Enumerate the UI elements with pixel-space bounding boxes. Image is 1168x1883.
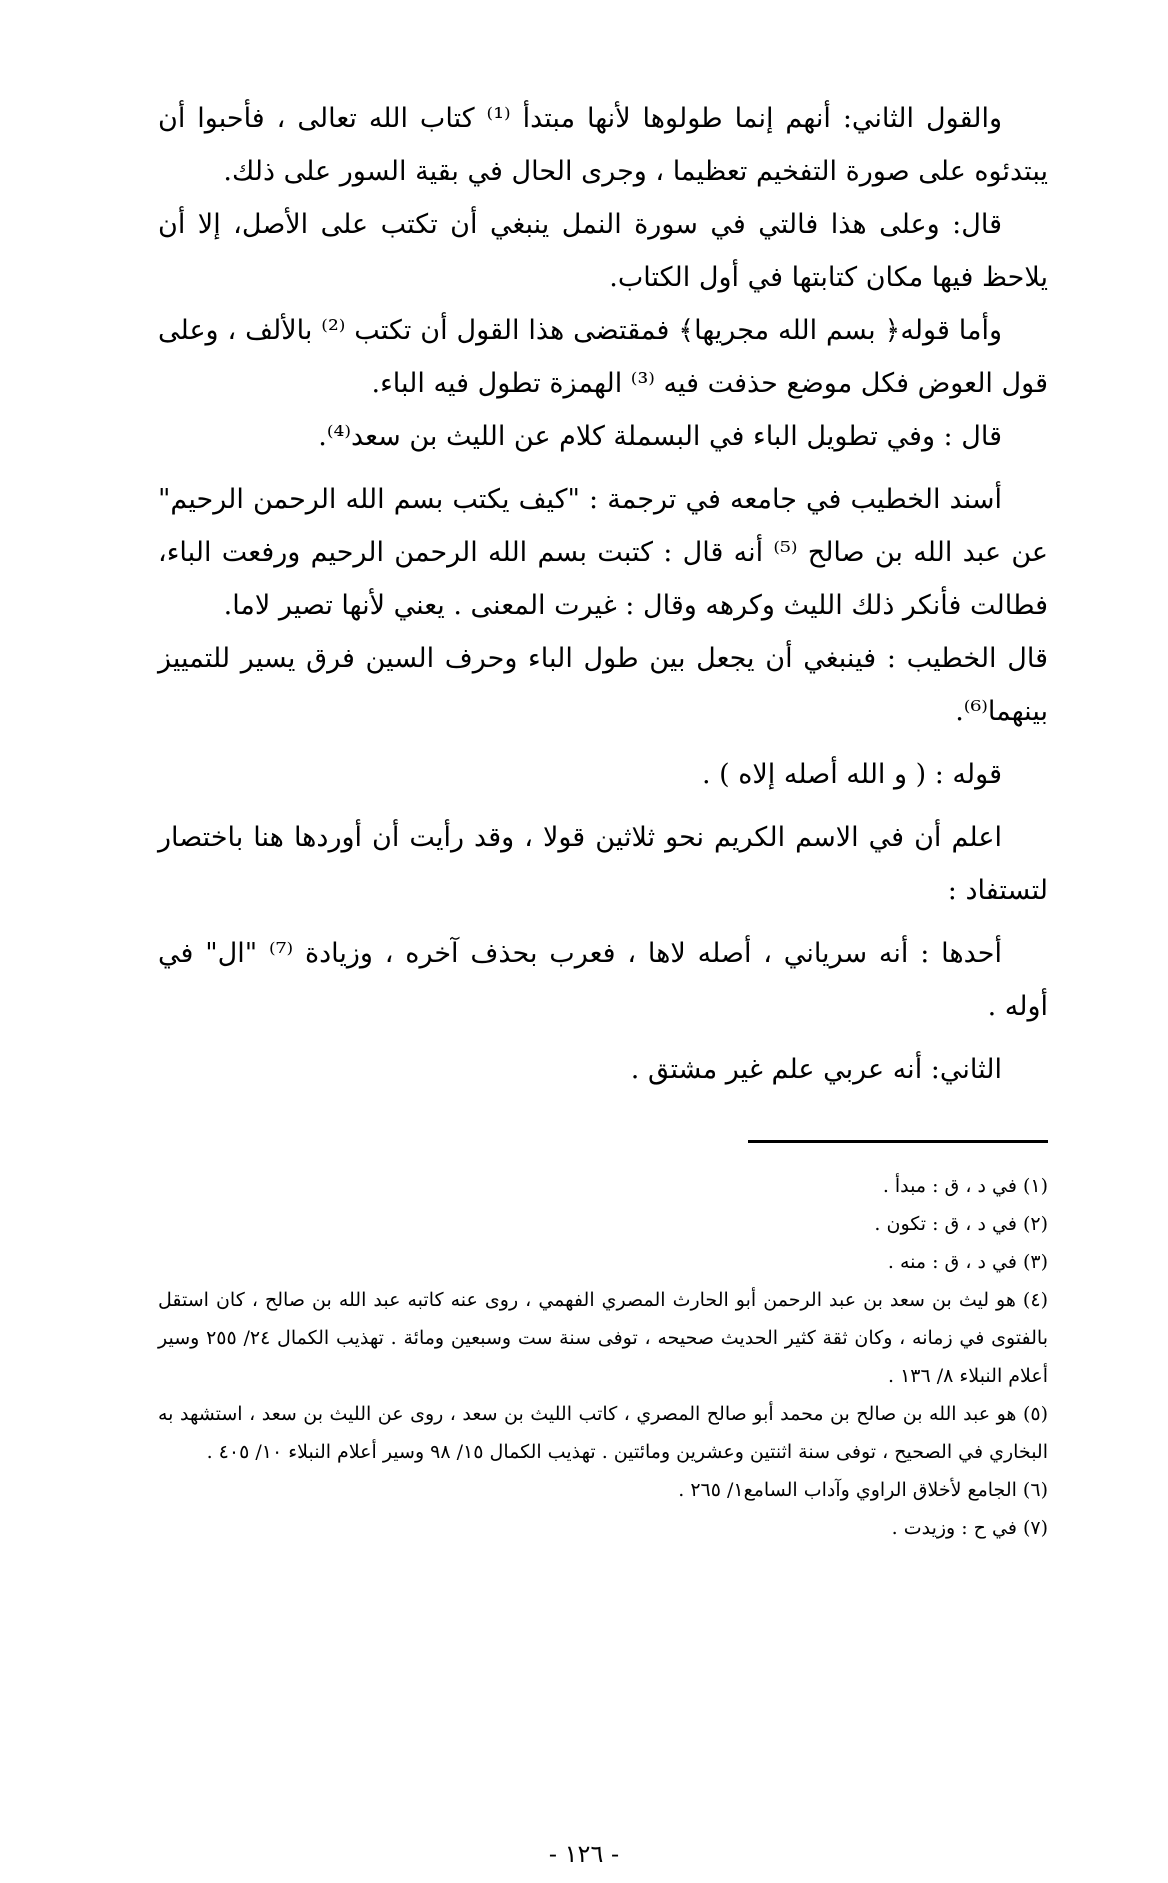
paragraph-6: قال الخطيب : فينبغي أن يجعل بين طول الباء وحرف السين فرق يسير للتمييز بينهما⁽⁶⁾.: [158, 643, 1048, 727]
footnotes: [158, 1167, 1048, 1547]
paragraph-8: اعلم أن في الاسم الكريم نحو ثلاثين قولا ، وقد رأيت أن أوردها هنا باختصار لتستفاد :: [158, 822, 1048, 906]
footnote-3: (٣) في د ، ق : منه .: [887, 1251, 1048, 1273]
footnote-7: (٧) في ح : وزيدت .: [891, 1517, 1048, 1539]
footnote-2: (٢) في د ، ق : تكون .: [874, 1213, 1048, 1235]
paragraph-4: قال : وفي تطويل الباء في البسملة كلام عن الليث بن سعد⁽⁴⁾.: [318, 421, 1002, 452]
paragraph-9: أحدها : أنه سرياني ، أصله لاها ، فعرب بحذف آخره ، وزيادة ⁽⁷⁾ "ال" في أوله .: [158, 938, 1048, 1022]
footnote-6: (٦) الجامع لأخلاق الراوي وآداب السامع١/ ٢٦٥ .: [678, 1479, 1048, 1501]
paragraph-3: وأما قوله﴿ بسم الله مجريها﴾ فمقتضى هذا القول أن تكتب ⁽²⁾ بالألف ، وعلى قول العوض فكل موضع حذفت فيه ⁽³⁾ الهمزة تطول فيه الباء.: [158, 315, 1048, 399]
page-number: - ١٢٦ -: [548, 1840, 620, 1868]
paragraph-10: الثاني: أنه عربي علم غير مشتق .: [630, 1054, 1002, 1085]
footnote-5: (٥) هو عبد الله بن صالح بن محمد أبو صالح المصري ، كاتب الليث بن سعد ، روى عن الليث بن سعد ، استشهد به البخاري في الصحيح ، توفى سنة اثنتين وعشرين ومائتين . تهذيب الكمال ١٥/ ٩٨ وسير أعلام النبلاء ١٠/ ٤٠٥ .: [158, 1403, 1048, 1463]
paragraph-1: والقول الثاني: أنهم إنما طولوها لأنها مبتدأ ⁽¹⁾ كتاب الله تعالى ، فأحبوا أن يبتدئوه على صورة التفخيم تعظيما ، وجرى الحال في بقية السور على ذلك.: [158, 103, 1048, 187]
paragraph-5: أسند الخطيب في جامعه في ترجمة : "كيف يكتب بسم الله الرحمن الرحيم" عن عبد الله بن صالح ⁽⁵⁾ أنه قال : كتبت بسم الله الرحمن الرحيم ورفعت الباء، فطالت فأنكر ذلك الليث وكرهه وقال : غيرت المعنى . يعني لأنها تصير لاما.: [158, 484, 1048, 621]
paragraph-2: قال: وعلى هذا فالتي في سورة النمل ينبغي أن تكتب على الأصل، إلا أن يلاحظ فيها مكان كتابتها في أول الكتاب.: [158, 209, 1048, 293]
page-body: [158, 92, 1048, 1547]
footnote-divider: [748, 1140, 1048, 1143]
footnote-1: (١) في د ، ق : مبدأ .: [882, 1175, 1048, 1197]
paragraph-7: قوله : ( و الله أصله إلاه ) .: [701, 759, 1002, 790]
footnote-4: (٤) هو ليث بن سعد بن عبد الرحمن أبو الحارث المصري الفهمي ، روى عنه كاتبه عبد الله بن صالح ، كان استقل بالفتوى في زمانه ، وكان ثقة كثير الحديث صحيحه ، توفى سنة ست وسبعين ومائة . تهذيب الكمال ٢٤/ ٢٥٥ وسير أعلام النبلاء ٨/ ١٣٦ .: [158, 1289, 1048, 1387]
